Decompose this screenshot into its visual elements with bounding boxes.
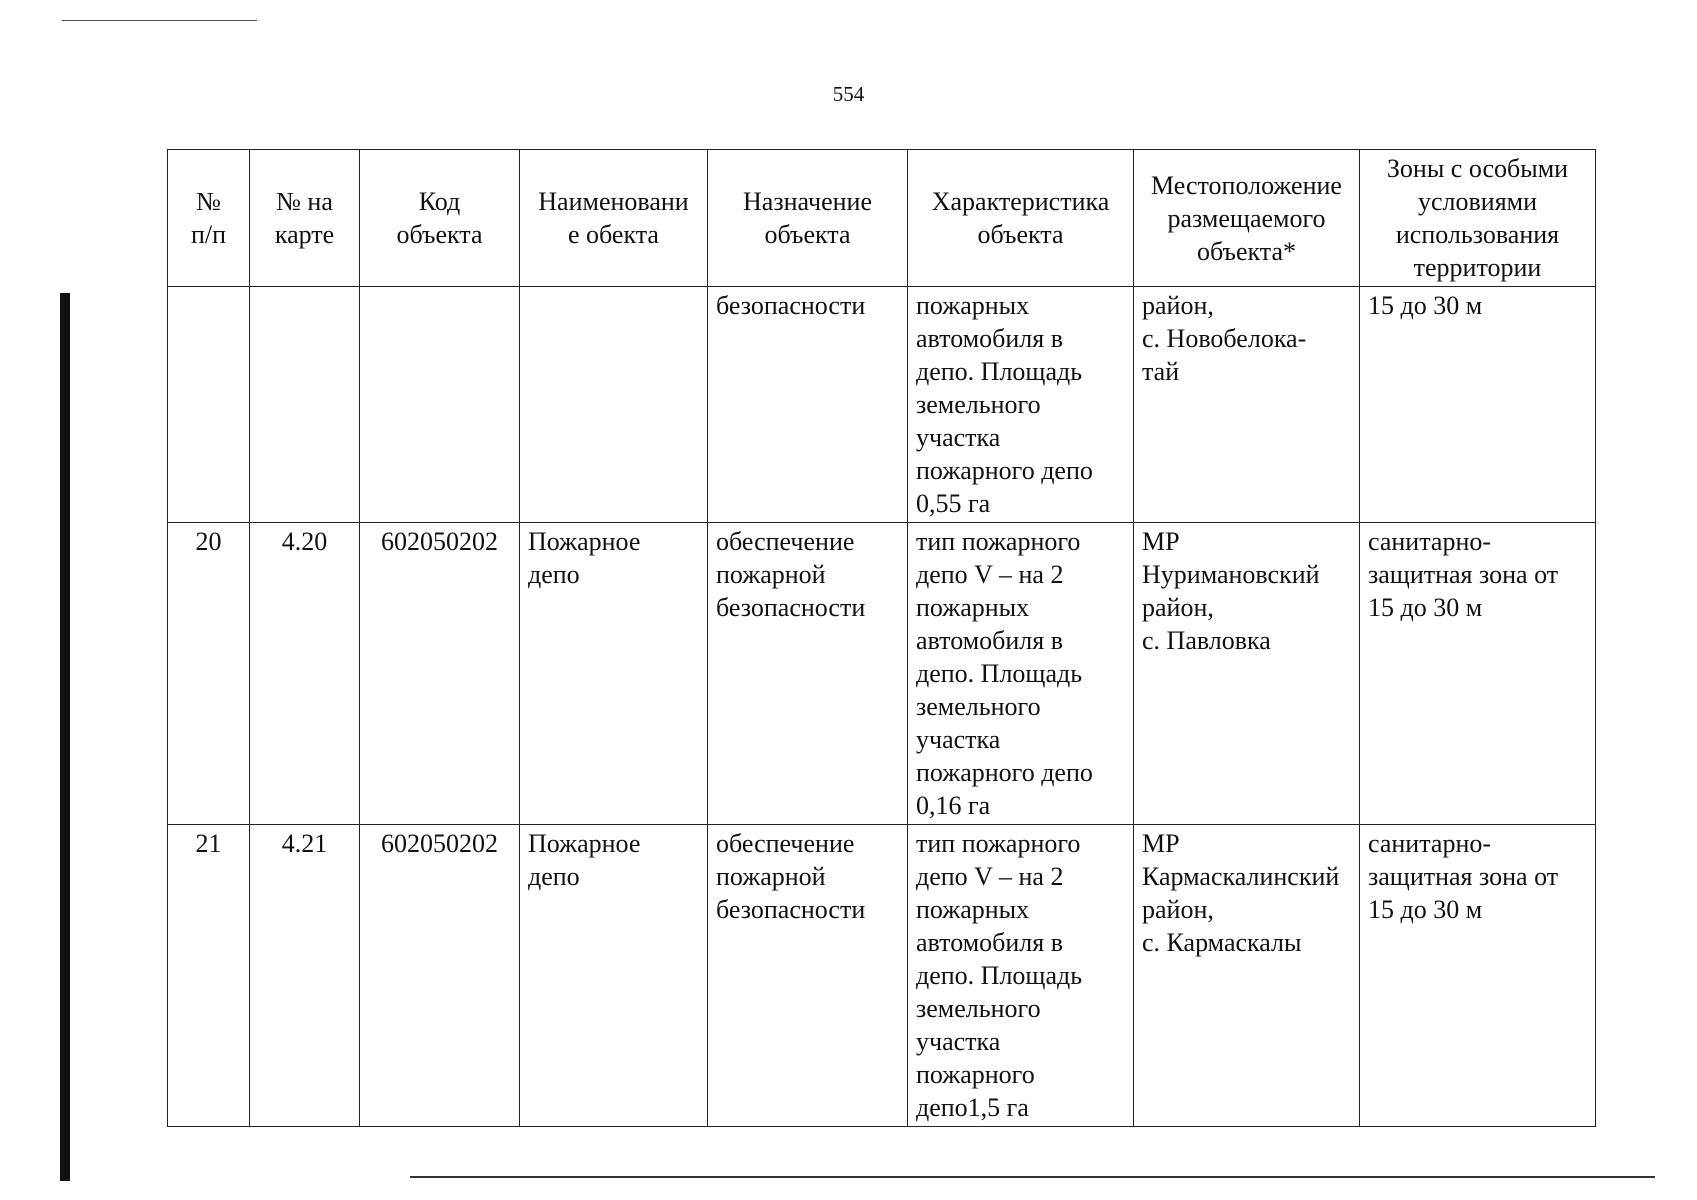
table-header-row: [168, 150, 1596, 287]
header-num: № п/п: [168, 150, 250, 287]
cell-map-num: 4.20: [250, 523, 360, 825]
table-row: [168, 523, 1596, 825]
scan-edge-line-bottom: [410, 1176, 1655, 1178]
objects-table: [167, 149, 1596, 1127]
page-number: 554: [832, 82, 865, 106]
cell-special-zones: 15 до 30 м: [1360, 287, 1596, 523]
header-object-purpose: Назначение объекта: [708, 150, 908, 287]
cell-object-location: МР Кармаскалинский район, с. Кармаскалы: [1134, 825, 1360, 1127]
cell-object-name: [520, 287, 708, 523]
scan-edge-line-top: [62, 20, 257, 21]
header-object-name: Наименовани е обекта: [520, 150, 708, 287]
scan-edge-bar-left: [60, 293, 70, 1181]
header-object-location: Местоположение размещаемого объекта*: [1134, 150, 1360, 287]
cell-map-num: 4.21: [250, 825, 360, 1127]
cell-special-zones: санитарно- защитная зона от 15 до 30 м: [1360, 523, 1596, 825]
cell-object-code: 602050202: [360, 523, 520, 825]
cell-object-characteristic: пожарных автомобиля в депо. Площадь земельного участка пожарного депо 0,55 га: [908, 287, 1134, 523]
cell-object-code: 602050202: [360, 825, 520, 1127]
cell-special-zones: санитарно- защитная зона от 15 до 30 м: [1360, 825, 1596, 1127]
cell-num: 20: [168, 523, 250, 825]
header-map-num: № на карте: [250, 150, 360, 287]
cell-object-purpose: обеспечение пожарной безопасности: [708, 523, 908, 825]
header-object-code: Код объекта: [360, 150, 520, 287]
cell-object-code: [360, 287, 520, 523]
cell-object-characteristic: тип пожарного депо V – на 2 пожарных автомобиля в депо. Площадь земельного участка пожарного депо 0,16 га: [908, 523, 1134, 825]
cell-object-purpose: безопасности: [708, 287, 908, 523]
header-object-characteristic: Характеристика объекта: [908, 150, 1134, 287]
cell-object-name: Пожарное депо: [520, 523, 708, 825]
table-row: [168, 287, 1596, 523]
table-row: [168, 825, 1596, 1127]
cell-object-location: МР Нуримановский район, с. Павловка: [1134, 523, 1360, 825]
cell-object-location: район, с. Новобелока- тай: [1134, 287, 1360, 523]
header-special-zones: Зоны с особыми условиями использования территории: [1360, 150, 1596, 287]
cell-object-purpose: обеспечение пожарной безопасности: [708, 825, 908, 1127]
cell-num: [168, 287, 250, 523]
cell-object-name: Пожарное депо: [520, 825, 708, 1127]
cell-map-num: [250, 287, 360, 523]
cell-object-characteristic: тип пожарного депо V – на 2 пожарных автомобиля в депо. Площадь земельного участка пожарного депо1,5 га: [908, 825, 1134, 1127]
cell-num: 21: [168, 825, 250, 1127]
